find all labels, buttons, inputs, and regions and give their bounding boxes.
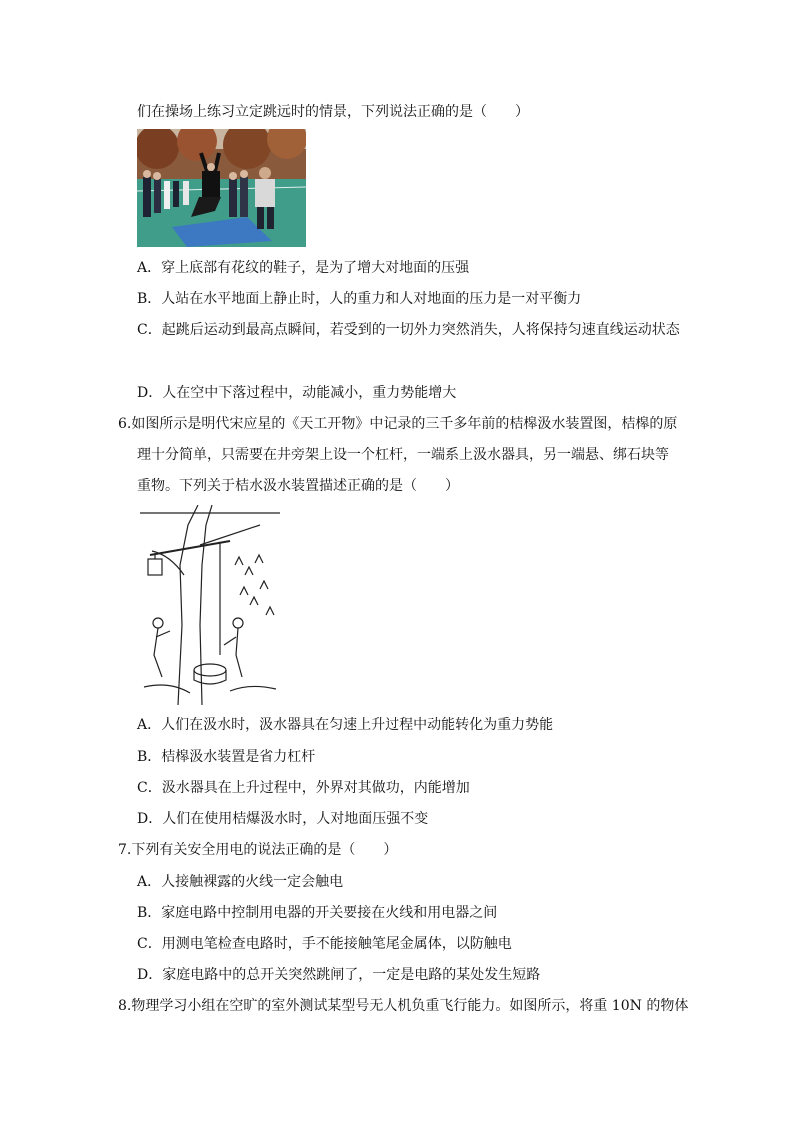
q7-option-c: C．用测电笔检查电路时，手不能接触笔尾金属体，以防触电 bbox=[137, 936, 512, 952]
q6-option-a: A．人们在汲水时，汲水器具在匀速上升过程中动能转化为重力势能 bbox=[137, 717, 554, 733]
q7-option-b: B．家庭电路中控制用电器的开关要接在火线和用电器之间 bbox=[137, 905, 498, 921]
q7-option-a: A．人接触裸露的火线一定会触电 bbox=[137, 874, 344, 890]
q5-option-b: B．人站在水平地面上静止时，人的重力和人对地面的压力是一对平衡力 bbox=[137, 291, 582, 307]
q5-option-a: A．穿上底部有花纹的鞋子，是为了增大对地面的压强 bbox=[137, 260, 470, 276]
q7-stem: 7.下列有关安全用电的说法正确的是（ ） bbox=[118, 842, 398, 858]
q6-option-c: C．汲水器具在上升过程中，外界对其做功，内能增加 bbox=[137, 780, 470, 796]
q7-option-d: D．家庭电路中的总开关突然跳闸了，一定是电路的某处发生短路 bbox=[137, 967, 541, 983]
q5-option-c: C．起跳后运动到最高点瞬间，若受到的一切外力突然消失，人将保持匀速直线运动状态 bbox=[137, 322, 680, 338]
q8-stem: 8.物理学习小组在空旷的室外测试某型号无人机负重飞行能力。如图所示，将重 10N 的物体 bbox=[118, 998, 689, 1014]
q6-option-b: B．桔槔汲水装置是省力杠杆 bbox=[137, 749, 316, 765]
q6-stem-line-2: 理十分简单，只需要在井旁架上设一个杠杆，一端系上汲水器具，另一端悬、绑石块等 bbox=[137, 447, 669, 463]
q6-stem-line-1: 6.如图所示是明代宋应星的《天工开物》中记录的三千多年前的桔槔汲水装置图，桔槔的原 bbox=[118, 416, 678, 432]
q6-stem-line-3: 重物。下列关于桔水汲水装置描述正确的是（ ） bbox=[137, 478, 459, 494]
well-sweep-illustration bbox=[140, 505, 280, 705]
q5-option-d: D．人在空中下落过程中，动能减小，重力势能增大 bbox=[137, 385, 457, 401]
standing-long-jump-photo bbox=[137, 129, 306, 247]
q5-stem: 们在操场上练习立定跳远时的情景，下列说法正确的是（ ） bbox=[137, 104, 529, 120]
q6-option-d: D．人们在使用桔爆汲水时，人对地面压强不变 bbox=[137, 811, 429, 827]
